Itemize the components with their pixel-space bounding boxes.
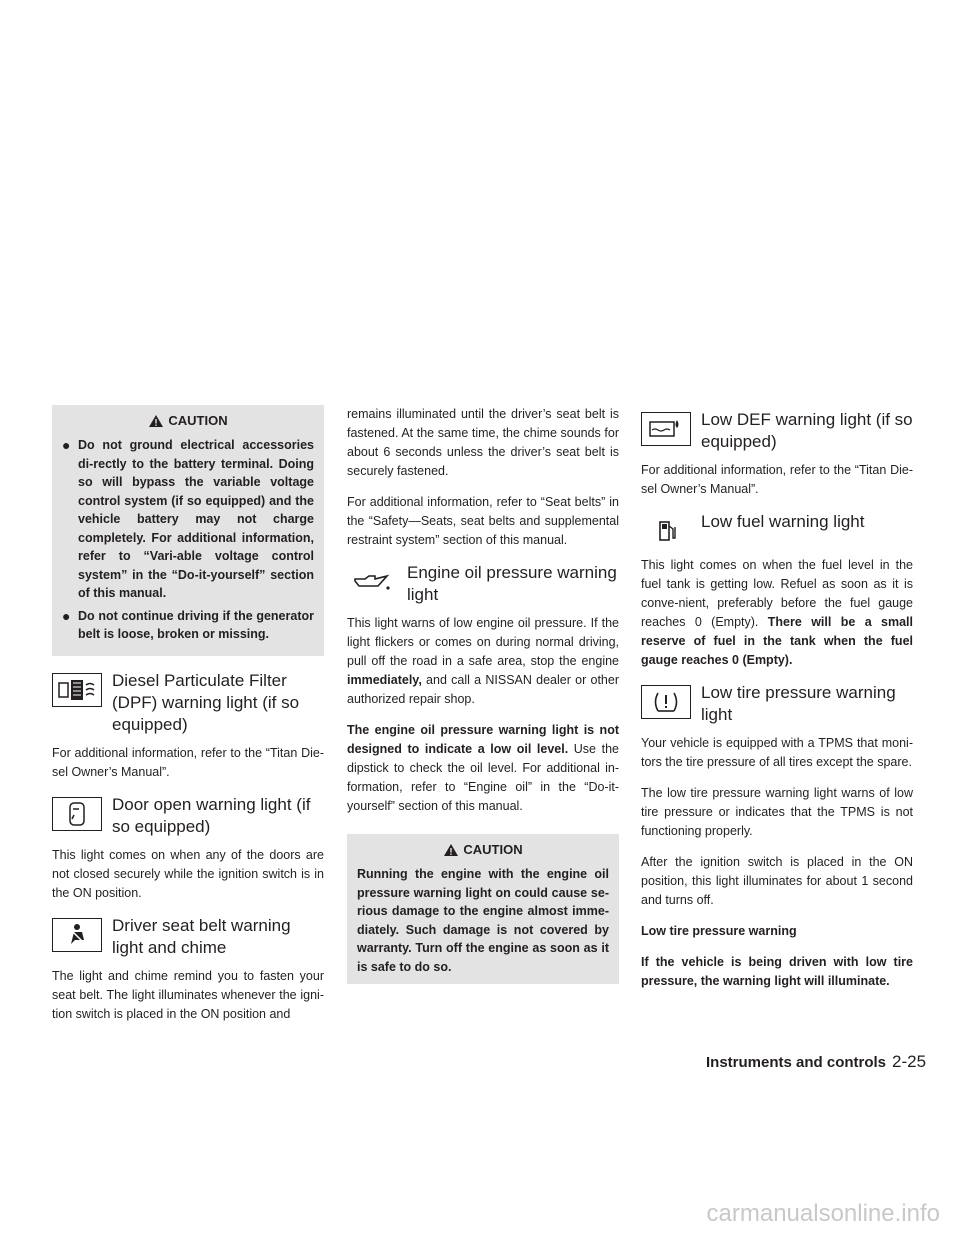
caution-header: [62, 411, 314, 430]
seatbelt-reference-text: For additional information, refer to “Seat belts” in the “Safety—Seats, seat belts and supplemental restraint system” section of this manual.: [347, 495, 619, 547]
page-number: 2-25: [892, 1052, 927, 1071]
watermark: carmanualsonline.info: [706, 1200, 940, 1227]
oil-caution-box: [347, 834, 619, 984]
caution-header: [357, 840, 609, 859]
section-name: Instruments and controls: [706, 1054, 887, 1071]
door-text: This light comes on when any of the doors are not closed securely while the ignition switch is in the ON position.: [52, 847, 324, 900]
door-open-icon: [52, 797, 102, 831]
column-1: [52, 405, 324, 1036]
page-footer: [706, 1052, 926, 1072]
tire-subheading: Low tire pressure warning: [641, 924, 797, 938]
caution-bullet: ● Do not ground electrical accessories di-rectly to the battery terminal. Doing so will bypass the variable voltage control system (if so equipped) and the vehicle battery may not charge completely. For additional information, refer to “Vari-able voltage control system” in the “Do-it-yourself” section of this manual.: [62, 436, 314, 603]
column-3: [641, 405, 913, 1003]
caution-text: Running the engine with the engine oil pressure warning light on could cause se-rious damage to the engine almost imme-diately. Such damage is not covered by warranty. Turn off the engine as soon as it is safe to do so.: [357, 867, 609, 974]
def-text: For additional information, refer to the “Titan Die-sel Owner’s Manual”.: [641, 463, 913, 496]
warning-triangle-icon: [148, 414, 164, 428]
fuel-pump-icon: [641, 514, 691, 548]
door-heading: [52, 794, 324, 838]
tire-text-1: Your vehicle is equipped with a TPMS that moni-tors the tire pressure of all tires except the spare.: [641, 736, 913, 769]
oil-note: The engine oil pressure warning light is not designed to indicate a low oil level. Use the dipstick to check the oil level. For additional in-formation, refer to “Engine oil” in the “Do-it-yourself” section of this manual.: [347, 723, 619, 813]
caution-bullet: ● Do not continue driving if the generator belt is loose, broken or missing.: [62, 607, 314, 644]
def-warning-icon: [641, 412, 691, 446]
oil-can-icon: [347, 565, 397, 599]
column-2: [347, 405, 619, 998]
seatbelt-text: The light and chime remind you to fasten your seat belt. The light illuminates whenever the igni-tion switch is placed in the ON position and: [52, 968, 324, 1021]
warning-triangle-icon: [443, 843, 459, 857]
def-title: Low DEF warning light (if so equipped): [701, 410, 913, 451]
dpf-heading: [52, 670, 324, 736]
seatbelt-continued-text: remains illuminated until the driver’s seat belt is fastened. At the same time, the chime sounds for about 6 seconds unless the driver’s seat belt is securely fastened.: [347, 407, 619, 478]
caution-bullet-text: Do not continue driving if the generator belt is loose, broken or missing.: [78, 608, 314, 641]
oil-heading: [347, 562, 619, 606]
seatbelt-heading: [52, 915, 324, 959]
seatbelt-title: Driver seat belt warning light and chime: [112, 915, 291, 957]
fuel-text: This light comes on when the fuel level in the fuel tank is getting low. Refuel as soon as it is conve-nient, preferably before the fuel gauge reaches 0 (Empty). There will be a small reserve of fuel in the tank when the fuel gauge reaches 0 (Empty).: [641, 558, 913, 667]
seatbelt-icon: [52, 918, 102, 952]
def-heading: [641, 409, 913, 453]
caution-title: CAUTION: [168, 413, 228, 428]
dpf-title: Diesel Particulate Filter (DPF) warning light (if so equipped): [112, 670, 300, 734]
caution-title: CAUTION: [463, 842, 523, 857]
caution-body: [62, 436, 314, 644]
oil-text: This light warns of low engine oil pressure. If the light flickers or comes on during normal driving, pull off the road in a safe area, stop the engine immediately, and call a NISSAN dealer or other authorized repair shop.: [347, 616, 619, 706]
caution-bullet-text: Do not ground electrical accessories di-rectly to the battery terminal. Doing so will bypass the variable voltage control system (if so equipped) and the vehicle battery may not charge completely. For additional information, refer to “Vari-able voltage control system” in the “Do-it-yourself” section of this manual.: [78, 438, 314, 600]
tire-text-3: After the ignition switch is placed in the ON position, this light illuminates for about 1 second and turns off.: [641, 855, 913, 907]
dpf-warning-icon: [52, 673, 102, 707]
oil-title: Engine oil pressure warning light: [407, 563, 617, 604]
caution-box: [52, 405, 324, 656]
tire-heading: [641, 682, 913, 726]
tire-text-2: The low tire pressure warning light warns of low tire pressure or indicates that the TPMS is not functioning properly.: [641, 786, 913, 838]
tire-text-4: If the vehicle is being driven with low tire pressure, the warning light will illuminate.: [641, 955, 913, 988]
tire-title: Low tire pressure warning light: [701, 683, 896, 724]
tire-pressure-icon: [641, 685, 691, 719]
door-title: Door open warning light (if so equipped): [112, 794, 311, 836]
dpf-text: For additional information, refer to the “Titan Die-sel Owner’s Manual”.: [52, 745, 324, 779]
fuel-title: Low fuel warning light: [701, 512, 865, 531]
fuel-heading: [641, 511, 913, 548]
